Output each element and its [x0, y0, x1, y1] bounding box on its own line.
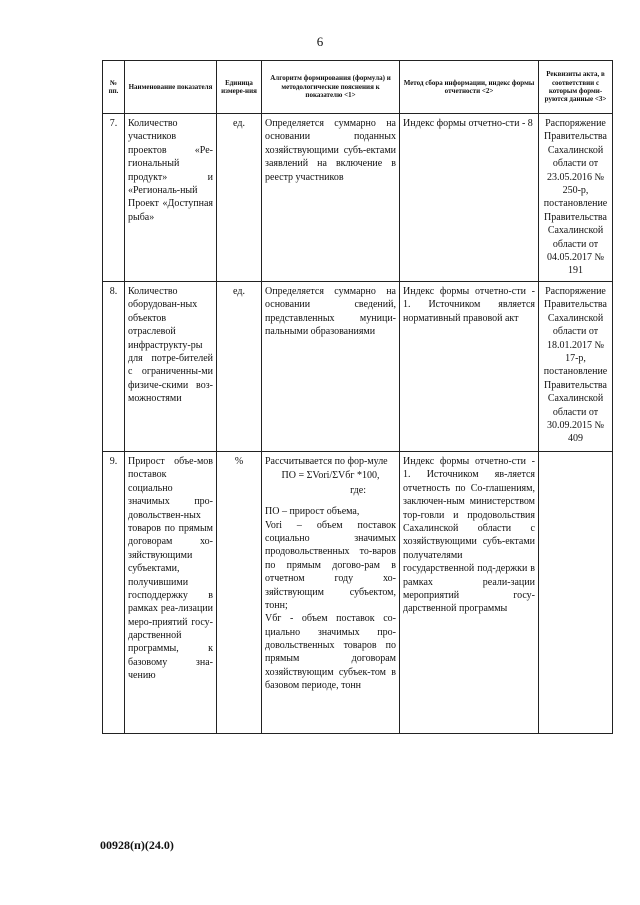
row-unit: %	[217, 452, 262, 734]
row-algorithm: Определяется суммарно на основании сведений, представленных муници-пальными образованиями	[262, 282, 400, 452]
algorithm-definition: ПО – прирост объема,	[265, 506, 360, 518]
table-row	[103, 452, 613, 734]
row-num: 9.	[103, 452, 125, 734]
header-unit: Единица измере-ния	[217, 61, 262, 114]
row-method: Индекс формы отчетно-сти - 1. Источником является нормативный правовой акт	[400, 282, 539, 452]
row-method: Индекс формы отчетно-сти - 1. Источником яв-ляется отчетность по Со-глашениям, заключен-ным министерством тор-говли и продовольствия Сахалинской области с хозяйствующими субъ-ектами получателями государственной под-держки в рамках реали-зации мероприятий госу-дарственной программы	[400, 452, 539, 734]
row-unit: ед.	[217, 282, 262, 452]
header-name: Наименование показателя	[125, 61, 217, 114]
indicators-table	[102, 60, 613, 734]
table-header-row	[103, 61, 613, 114]
row-method: Индекс формы отчетно-сти - 8	[400, 114, 539, 282]
row-unit: ед.	[217, 114, 262, 282]
algorithm-definition: Vбг - объем поставок со-циально значимых про-довольственных товаров по прямым договорам хозяйствующим субъек-том в базовом периоде, тонн	[265, 613, 396, 692]
row-requisites	[539, 452, 613, 734]
row-num: 8.	[103, 282, 125, 452]
algorithm-definition: Vori – объем поставок социально значимых продовольственных то-варов по прямым догово-рам в отчетном году хо-зяйствующим субъектом, тонн;	[265, 519, 396, 611]
table-row	[103, 114, 613, 282]
document-code: 00928(п)(24.0)	[100, 838, 174, 852]
row-algorithm	[262, 452, 400, 734]
table-row	[103, 282, 613, 452]
row-requisites: Распоряжение Правительства Сахалинской области от 18.01.2017 № 17-р, постановление Правительства Сахалинской области от 30.09.2015 № 409	[539, 282, 613, 452]
row-name: Прирост объе-мов поставок социально значимых про-довольствен-ных товаров по прямым договорам хо-зяйствующими субъектами, получившими господдержку в рамках реа-лизации меро-приятий госу-дарственной программы, к базовому зна-чению	[125, 452, 217, 734]
row-requisites: Распоряжение Правительства Сахалинской области от 23.05.2016 № 250-р, постановление Правительства Сахалинской области от 04.05.2017 № 191	[539, 114, 613, 282]
row-algorithm: Определяется суммарно на основании поданных хозяйствующими субъ-ектами заявлений на включение в реестр участников	[262, 114, 400, 282]
header-algorithm: Алгоритм формирования (формула) и методологические пояснения к показателю <1>	[262, 61, 400, 114]
row-num: 7.	[103, 114, 125, 282]
header-num: № пп.	[103, 61, 125, 114]
algorithm-where: где:	[350, 484, 366, 496]
row-name: Количество участников проектов «Ре-гиональный продукт» и «Региональ-ный Проект «Доступная рыба»	[125, 114, 217, 282]
header-method: Метод сбора информации, индекс формы отчетности <2>	[400, 61, 539, 114]
algorithm-formula: ПО = ΣVori/ΣVбг *100,	[281, 470, 380, 482]
row-name: Количество оборудован-ных объектов отраслевой инфраструкту-ры для потре-бителей с ограниченны-ми физиче-скими воз-можностями	[125, 282, 217, 452]
page-number: 6	[316, 34, 324, 49]
algorithm-intro: Рассчитывается по фор-муле	[265, 456, 388, 467]
header-requisites: Реквизиты акта, в соответствии с которым форми-руются данные <3>	[539, 61, 613, 114]
